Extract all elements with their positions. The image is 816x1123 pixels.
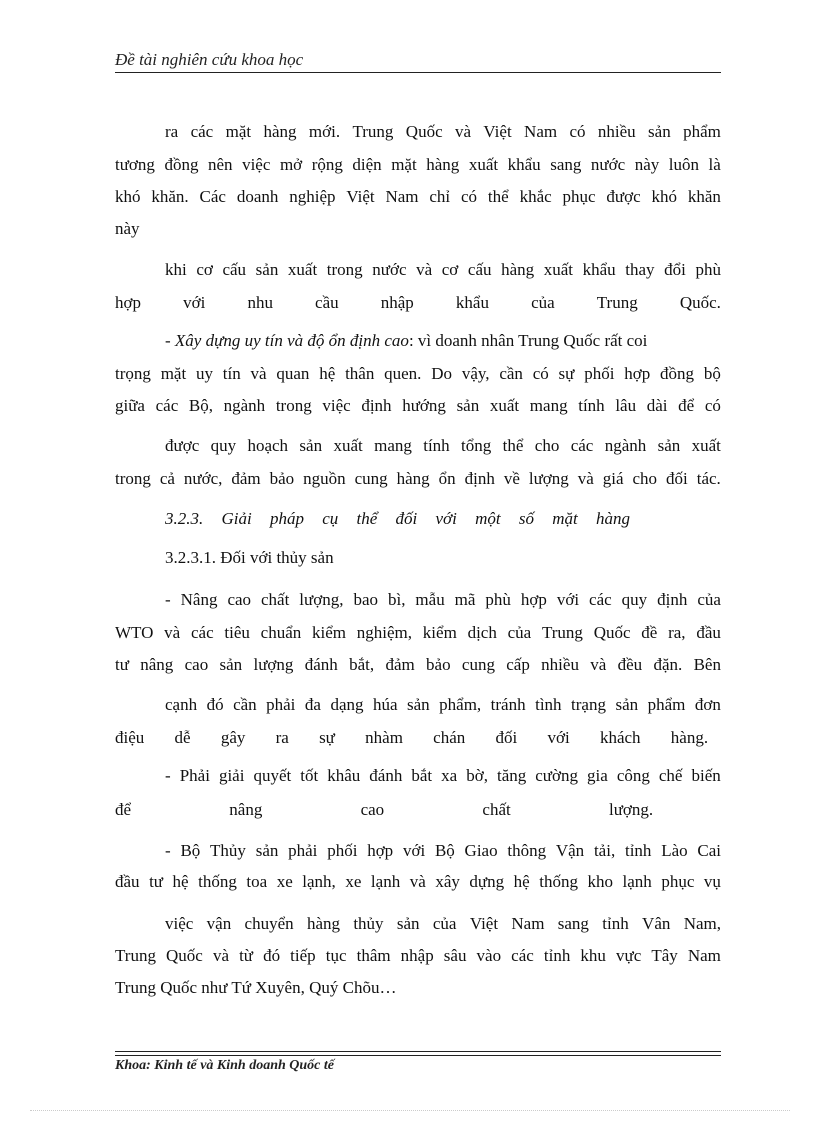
- text-line: việc vận chuyển hàng thủy sản của Việt Nam sang tỉnh Vân Nam,: [165, 914, 721, 933]
- subsection-heading: 3.2.3.1. Đối với thủy sản: [165, 548, 334, 567]
- text-line: - Xây dựng uy tín và độ ổn định cao: vì doanh nhân Trung Quốc rất coi: [165, 331, 648, 350]
- text-line: khó khăn. Các doanh nghiệp Việt Nam chỉ có thể khắc phục được khó khăn: [115, 187, 721, 206]
- footer-divider: [115, 1051, 721, 1056]
- text-line: - Bộ Thủy sản phải phối hợp với Bộ Giao thông Vận tải, tỉnh Lào Cai: [165, 841, 721, 860]
- text-line: cạnh đó cần phải đa dạng húa sản phẩm, tránh tình trạng sản phẩm đơn: [165, 695, 721, 714]
- text-line: đầu tư hệ thống toa xe lạnh, xe lạnh và xây dựng hệ thống kho lạnh phục vụ: [115, 872, 721, 891]
- text-line: điệu dễ gây ra sự nhàm chán đối với khách hàng.: [115, 728, 709, 747]
- page-header-title: Đề tài nghiên cứu khoa học: [115, 50, 721, 73]
- section-heading: 3.2.3. Giải pháp cụ thể đối với một số mặt hàng: [165, 509, 630, 528]
- italic-heading: Xây dựng uy tín và độ ổn định cao: [174, 331, 409, 350]
- text-line: để nâng cao chất lượng.: [115, 800, 654, 819]
- text-line: tương đồng nên việc mở rộng diện mặt hàng xuất khẩu sang nước này luôn là: [115, 155, 721, 174]
- text-line: hợp với nhu cầu nhập khẩu của Trung Quốc.: [115, 293, 721, 312]
- page-bottom-edge: [30, 1110, 790, 1111]
- text-line: trọng mặt uy tín và quan hệ thân quen. Do vậy, cần có sự phối hợp đồng bộ: [115, 364, 721, 383]
- text-line: - Phải giải quyết tốt khâu đánh bắt xa bờ, tăng cường gia công chế biến: [165, 766, 721, 785]
- text-line: - Nâng cao chất lượng, bao bì, mẫu mã phù hợp với các quy định của: [165, 590, 721, 609]
- text-line: tư nâng cao sản lượng đánh bắt, đảm bảo cung cấp nhiều và đều đặn. Bên: [115, 655, 721, 674]
- text-line: trong cả nước, đảm bảo nguồn cung hàng ổn định về lượng và giá cho đối tác.: [115, 469, 721, 488]
- text-line: WTO và các tiêu chuẩn kiểm nghiệm, kiểm dịch của Trung Quốc đề ra, đầu: [115, 623, 721, 642]
- text-line: khi cơ cấu sản xuất trong nước và cơ cấu hàng xuất khẩu thay đổi phù: [165, 260, 721, 279]
- text-line: giữa các Bộ, ngành trong việc định hướng sản xuất mang tính lâu dài để có: [115, 396, 721, 415]
- text-line: Trung Quốc như Tứ Xuyên, Quý Chõu…: [115, 978, 397, 997]
- text-line: được quy hoạch sản xuất mang tính tổng thể cho các ngành sản xuất: [165, 436, 721, 455]
- text-line: ra các mặt hàng mới. Trung Quốc và Việt Nam có nhiều sản phẩm: [165, 122, 721, 141]
- text-line: Trung Quốc và từ đó tiếp tục thâm nhập sâu vào các tỉnh khu vực Tây Nam: [115, 946, 721, 965]
- page-footer: Khoa: Kinh tế và Kinh doanh Quốc tế: [115, 1058, 334, 1073]
- text-line: này: [115, 219, 140, 238]
